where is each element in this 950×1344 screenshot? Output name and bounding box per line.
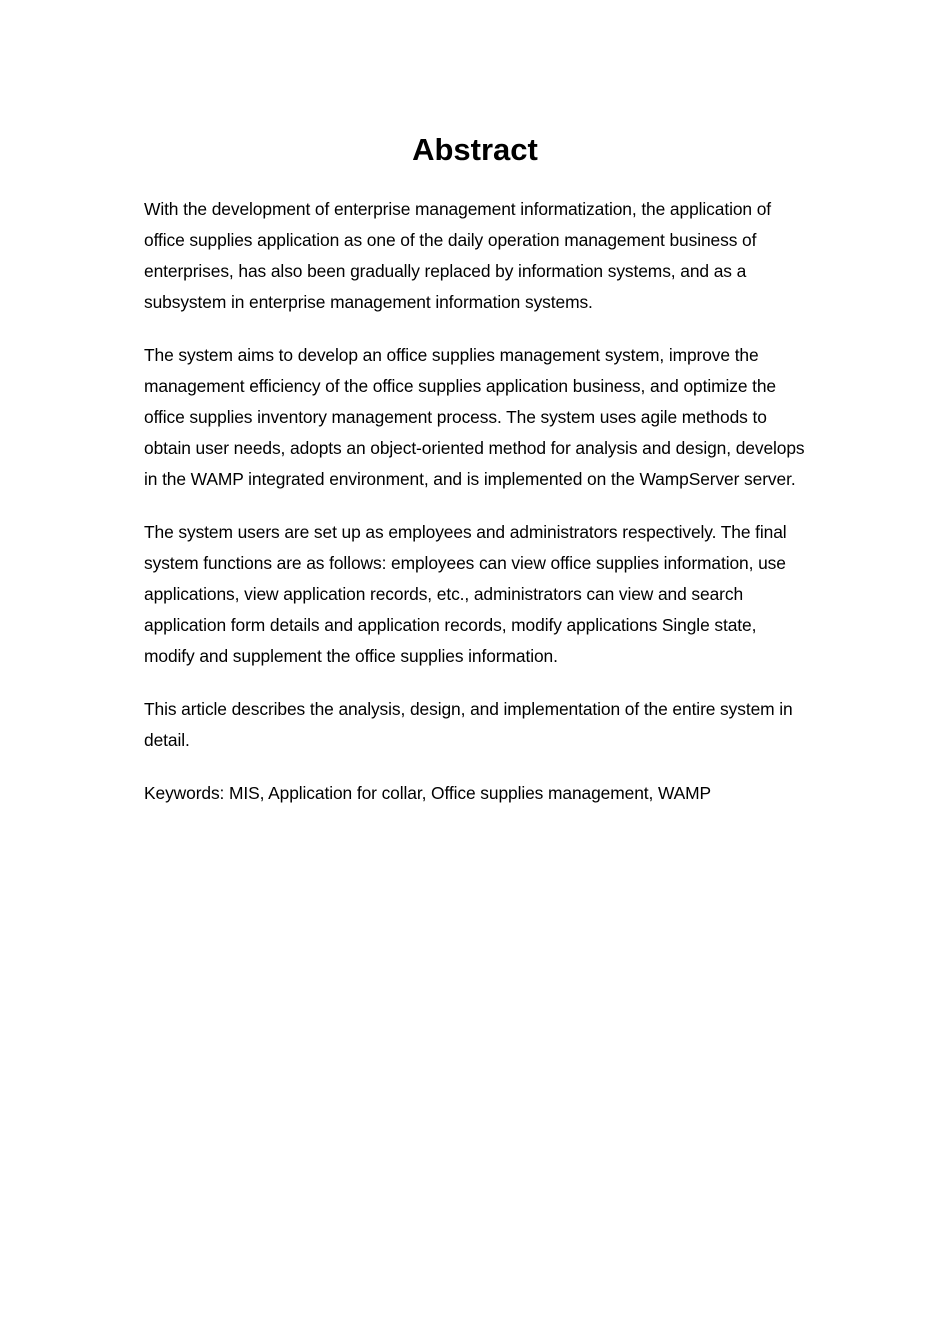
abstract-body — [144, 194, 811, 831]
abstract-paragraph-2: The system aims to develop an office supplies management system, improve the management efficiency of the office supplies application business, and optimize the office supplies inventory management process. The system uses agile methods to obtain user needs, adopts an object-oriented method for analysis and design, develops in the WAMP integrated environment, and is implemented on the WampServer server. — [144, 345, 805, 489]
keywords-line: Keywords: MIS, Application for collar, Office supplies management, WAMP — [144, 783, 712, 803]
abstract-paragraph-3: The system users are set up as employees and administrators respectively. The final system functions are as follows: employees can view office supplies information, use applications, view application records, etc., administrators can view and search application form details and application records, modify applications Single state, modify and supplement the office supplies information. — [144, 522, 787, 666]
page-title: Abstract — [412, 132, 538, 167]
abstract-paragraph-4: This article describes the analysis, design, and implementation of the entire system in detail. — [144, 699, 793, 750]
abstract-paragraph-1: With the development of enterprise management informatization, the application of office supplies application as one of the daily operation management business of enterprises, has also been gradually replaced by information systems, and as a subsystem in enterprise management information systems. — [144, 199, 772, 312]
